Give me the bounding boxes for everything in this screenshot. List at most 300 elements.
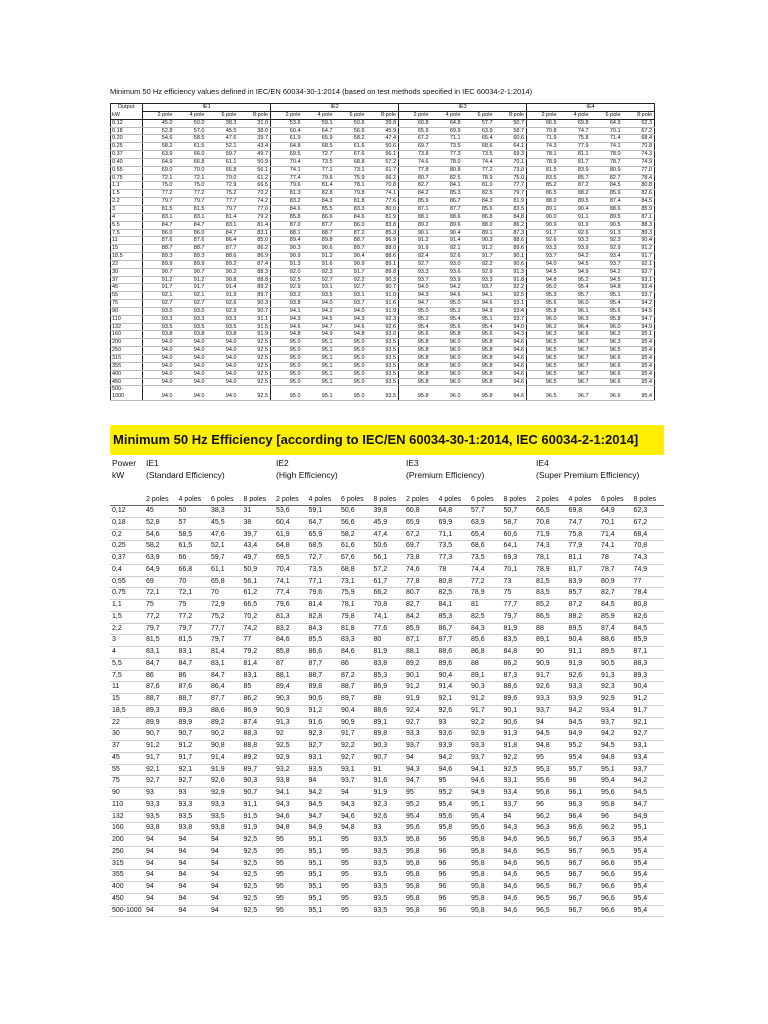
column-header: 6 pole	[591, 111, 623, 119]
efficiency-cell: 89,2	[209, 717, 242, 729]
efficiency-cell: 70,8	[372, 600, 405, 612]
efficiency-cell: 91.2	[623, 245, 655, 253]
column-header: 6 poles	[471, 496, 494, 503]
efficiency-cell: 94,2	[632, 776, 665, 788]
efficiency-cell: 92.3	[367, 315, 399, 323]
efficiency-cell: 88,6	[209, 705, 242, 717]
efficiency-cell: 93,4	[599, 705, 632, 717]
table-row	[111, 127, 655, 135]
efficiency-cell: 91,7	[469, 705, 502, 717]
efficiency-cell: 88.6	[207, 253, 239, 261]
efficiency-cell: 38.0	[239, 127, 271, 135]
efficiency-cell: 95.1	[591, 292, 623, 300]
efficiency-cell: 50	[177, 506, 210, 518]
table1-row-header: Output	[117, 104, 135, 111]
efficiency-cell: 93,1	[502, 776, 535, 788]
power-cell: 315	[111, 355, 143, 363]
efficiency-cell: 70.8	[623, 143, 655, 151]
efficiency-cell: 79,2	[242, 647, 275, 659]
efficiency-cell: 83,3	[339, 635, 372, 647]
efficiency-cell: 94.6	[431, 292, 463, 300]
efficiency-cell: 90,4	[567, 635, 600, 647]
efficiency-cell: 91,9	[404, 694, 437, 706]
column-header: 8 pole	[239, 111, 271, 119]
efficiency-cell: 75,9	[339, 588, 372, 600]
efficiency-cell: 94.0	[175, 355, 207, 363]
efficiency-cell: 92.5	[239, 347, 271, 355]
power-cell: 0,2	[110, 529, 144, 541]
efficiency-cell: 61.2	[239, 174, 271, 182]
efficiency-cell: 67,2	[632, 517, 665, 529]
efficiency-cell: 94,2	[567, 705, 600, 717]
efficiency-cell: 92.7	[143, 300, 175, 308]
efficiency-cell: 86,6	[307, 647, 340, 659]
efficiency-cell: 56.1	[367, 151, 399, 159]
efficiency-cell: 69,5	[274, 553, 307, 565]
efficiency-cell: 92.0	[271, 268, 303, 276]
efficiency-cell: 95,2	[437, 788, 470, 800]
table2-sub-blank	[110, 481, 144, 506]
column-header: 4 poles	[568, 496, 592, 503]
efficiency-cell: 88.3	[623, 221, 655, 229]
efficiency-cell: 94	[177, 858, 210, 870]
efficiency-cell: 93,5	[177, 811, 210, 823]
efficiency-cell: 94,3	[502, 823, 535, 835]
table-row	[111, 213, 655, 221]
table2-group-ie4: IE4	[536, 458, 549, 468]
efficiency-cell: 81.9	[495, 198, 527, 206]
efficiency-cell: 47,4	[372, 529, 405, 541]
efficiency-cell: 65,9	[307, 529, 340, 541]
efficiency-cell: 91,2	[177, 741, 210, 753]
efficiency-cell: 91,6	[307, 717, 340, 729]
efficiency-cell: 75.0	[175, 182, 207, 190]
efficiency-cell: 74,3	[534, 541, 567, 553]
efficiency-cell: 81,1	[567, 553, 600, 565]
efficiency-cell: 94.8	[335, 331, 367, 339]
efficiency-cell: 93.8	[175, 331, 207, 339]
efficiency-cell: 83,1	[144, 647, 177, 659]
efficiency-cell: 96.0	[527, 315, 559, 323]
efficiency-cell: 74.6	[399, 158, 431, 166]
efficiency-cell: 83.1	[239, 229, 271, 237]
efficiency-cell: 90,7	[242, 788, 275, 800]
efficiency-cell: 90,3	[274, 694, 307, 706]
efficiency-cell: 84.1	[431, 182, 463, 190]
efficiency-cell: 91.7	[623, 253, 655, 261]
efficiency-cell: 87.1	[623, 213, 655, 221]
efficiency-cell: 87,7	[209, 694, 242, 706]
efficiency-cell: 94.2	[623, 300, 655, 308]
efficiency-cell: 92,5	[274, 741, 307, 753]
power-cell: 5.5	[111, 221, 143, 229]
efficiency-cell: 94,7	[632, 799, 665, 811]
efficiency-cell: 93.8	[207, 331, 239, 339]
efficiency-cell: 95.4	[623, 347, 655, 355]
column-header: 6 poles	[211, 496, 234, 503]
efficiency-cell: 92,1	[144, 764, 177, 776]
table2-group-ie2-desc: (High Efficiency)	[276, 470, 338, 480]
efficiency-cell: 73,5	[307, 564, 340, 576]
efficiency-cell: 95,6	[534, 776, 567, 788]
efficiency-cell: 94,9	[632, 811, 665, 823]
efficiency-cell: 93,5	[372, 905, 405, 917]
efficiency-cell: 91.4	[207, 284, 239, 292]
efficiency-cell: 93,7	[632, 764, 665, 776]
efficiency-cell: 57	[177, 517, 210, 529]
power-cell: 200	[110, 835, 144, 847]
efficiency-cell: 96,7	[567, 846, 600, 858]
efficiency-cell: 82,5	[437, 588, 470, 600]
efficiency-cell: 95.8	[399, 355, 431, 363]
efficiency-cell: 74.1	[271, 166, 303, 174]
efficiency-cell: 82.7	[591, 174, 623, 182]
efficiency-cell: 81,3	[274, 611, 307, 623]
efficiency-cell: 82,8	[307, 611, 340, 623]
efficiency-cell: 95.3	[527, 292, 559, 300]
efficiency-cell: 71,4	[599, 529, 632, 541]
efficiency-cell: 50.6	[335, 119, 367, 127]
efficiency-cell: 94.6	[495, 386, 527, 401]
column-header: 4 poles	[308, 496, 332, 503]
efficiency-cell: 93,6	[437, 729, 470, 741]
efficiency-cell: 95,8	[469, 905, 502, 917]
efficiency-cell: 91,6	[372, 776, 405, 788]
efficiency-cell: 85,9	[632, 635, 665, 647]
efficiency-cell: 89,2	[242, 752, 275, 764]
efficiency-cell: 95	[339, 870, 372, 882]
efficiency-cell: 70.0	[175, 166, 207, 174]
efficiency-cell: 95,1	[599, 764, 632, 776]
table-row	[111, 339, 655, 347]
efficiency-cell: 93.9	[559, 245, 591, 253]
efficiency-cell: 91,4	[209, 752, 242, 764]
table-row	[110, 905, 664, 917]
efficiency-cell: 94.0	[143, 347, 175, 355]
efficiency-cell: 95,4	[632, 835, 665, 847]
efficiency-cell: 69.7	[399, 143, 431, 151]
efficiency-cell: 93.3	[463, 276, 495, 284]
efficiency-cell: 84,8	[502, 647, 535, 659]
efficiency-cell: 93,3	[144, 799, 177, 811]
efficiency-cell: 94.0	[399, 284, 431, 292]
efficiency-cell: 79,6	[274, 600, 307, 612]
efficiency-cell: 91.9	[239, 331, 271, 339]
efficiency-cell: 92.5	[271, 276, 303, 284]
efficiency-cell: 38,3	[209, 506, 242, 518]
efficiency-cell: 49,7	[242, 553, 275, 565]
efficiency-cell: 85,8	[274, 647, 307, 659]
efficiency-cell: 78,1	[534, 553, 567, 565]
efficiency-cell: 92,1	[177, 764, 210, 776]
efficiency-cell: 96.0	[431, 355, 463, 363]
efficiency-cell: 94,6	[339, 811, 372, 823]
power-cell: 160	[111, 331, 143, 339]
efficiency-cell: 86,5	[534, 611, 567, 623]
efficiency-cell: 94.0	[143, 362, 175, 370]
efficiency-cell: 86.9	[239, 253, 271, 261]
efficiency-cell: 53.6	[271, 119, 303, 127]
efficiency-cell: 78,1	[339, 600, 372, 612]
efficiency-cell: 78,9	[534, 564, 567, 576]
power-cell: 18,5	[110, 705, 144, 717]
efficiency-cell: 31.0	[239, 119, 271, 127]
efficiency-cell: 93	[437, 717, 470, 729]
efficiency-cell: 93,9	[567, 694, 600, 706]
efficiency-cell: 96,5	[534, 858, 567, 870]
power-cell: 355	[111, 362, 143, 370]
efficiency-cell: 85.5	[303, 205, 335, 213]
efficiency-cell: 88.0	[367, 245, 399, 253]
efficiency-cell: 93.3	[207, 315, 239, 323]
efficiency-cell: 56,6	[339, 517, 372, 529]
efficiency-cell: 93.5	[367, 339, 399, 347]
efficiency-cell: 96,2	[534, 811, 567, 823]
efficiency-cell: 94.0	[143, 339, 175, 347]
efficiency-cell: 90,4	[437, 670, 470, 682]
efficiency-cell: 72.9	[207, 182, 239, 190]
efficiency-cell: 88	[469, 658, 502, 670]
efficiency-cell: 96,7	[567, 905, 600, 917]
efficiency-cell: 73.5	[431, 143, 463, 151]
power-cell: 18.5	[111, 253, 143, 261]
efficiency-cell: 93	[372, 823, 405, 835]
efficiency-cell: 70.0	[207, 174, 239, 182]
efficiency-cell: 88,6	[437, 647, 470, 659]
power-cell: 450	[111, 378, 143, 386]
efficiency-cell: 50,9	[242, 564, 275, 576]
efficiency-cell: 58,2	[339, 529, 372, 541]
efficiency-cell: 88,6	[502, 682, 535, 694]
efficiency-cell: 94.6	[495, 347, 527, 355]
efficiency-cell: 94,6	[274, 811, 307, 823]
efficiency-cell: 95,8	[469, 835, 502, 847]
efficiency-cell: 87,7	[437, 635, 470, 647]
efficiency-cell: 93.7	[335, 300, 367, 308]
efficiency-cell: 83.5	[527, 174, 559, 182]
efficiency-cell: 84.6	[335, 213, 367, 221]
efficiency-cell: 93,5	[209, 811, 242, 823]
efficiency-cell: 88,6	[599, 635, 632, 647]
efficiency-cell: 74,1	[599, 541, 632, 553]
efficiency-cell: 96.0	[431, 339, 463, 347]
efficiency-cell: 91,5	[242, 811, 275, 823]
column-header: 2 pole	[271, 111, 303, 119]
efficiency-cell: 95,1	[307, 846, 340, 858]
efficiency-cell: 86	[144, 670, 177, 682]
efficiency-cell: 45,5	[209, 517, 242, 529]
table-row	[111, 237, 655, 245]
efficiency-cell: 84.2	[399, 190, 431, 198]
efficiency-cell: 91.8	[495, 276, 527, 284]
efficiency-cell: 68.8	[335, 158, 367, 166]
efficiency-cell: 85,9	[404, 623, 437, 635]
efficiency-cell: 94,7	[307, 811, 340, 823]
efficiency-cell: 90.4	[623, 237, 655, 245]
efficiency-cell: 43,4	[242, 541, 275, 553]
efficiency-cell: 95.0	[527, 284, 559, 292]
table-row	[110, 764, 664, 776]
efficiency-cell: 77,7	[502, 600, 535, 612]
efficiency-cell: 96,6	[599, 858, 632, 870]
efficiency-cell: 95.0	[431, 300, 463, 308]
efficiency-cell: 81,5	[534, 576, 567, 588]
efficiency-cell: 65.9	[303, 135, 335, 143]
efficiency-cell: 74.1	[591, 143, 623, 151]
efficiency-cell: 85,7	[567, 588, 600, 600]
efficiency-cell: 94,9	[307, 823, 340, 835]
efficiency-cell: 94,6	[502, 846, 535, 858]
efficiency-cell: 94,8	[599, 752, 632, 764]
efficiency-cell: 95.0	[271, 378, 303, 386]
efficiency-cell: 89,9	[144, 717, 177, 729]
efficiency-cell: 89.6	[495, 245, 527, 253]
efficiency-cell: 71.4	[591, 135, 623, 143]
efficiency-cell: 94.3	[335, 315, 367, 323]
efficiency-cell: 91,2	[632, 694, 665, 706]
column-header: 6 poles	[341, 496, 364, 503]
efficiency-cell: 96,6	[599, 905, 632, 917]
efficiency-cell: 95.1	[303, 362, 335, 370]
efficiency-cell: 89.2	[239, 284, 271, 292]
efficiency-cell: 95	[274, 893, 307, 905]
efficiency-cell: 93.5	[367, 386, 399, 401]
efficiency-cell: 89.1	[527, 205, 559, 213]
efficiency-cell: 92,6	[534, 682, 567, 694]
efficiency-cell: 73.8	[399, 151, 431, 159]
power-cell: 110	[111, 315, 143, 323]
efficiency-cell: 91,9	[209, 764, 242, 776]
efficiency-cell: 94,3	[339, 799, 372, 811]
efficiency-cell: 69,3	[502, 553, 535, 565]
efficiency-cell: 94	[534, 717, 567, 729]
efficiency-cell: 95.0	[271, 362, 303, 370]
efficiency-cell: 94.0	[207, 370, 239, 378]
efficiency-cell: 94.0	[527, 260, 559, 268]
efficiency-cell: 87.0	[271, 221, 303, 229]
efficiency-cell: 95,2	[567, 741, 600, 753]
efficiency-cell: 93.0	[367, 331, 399, 339]
efficiency-cell: 92,7	[177, 776, 210, 788]
table-row	[110, 705, 664, 717]
power-cell: 90	[111, 307, 143, 315]
column-header: 2 poles	[536, 496, 559, 503]
efficiency-cell: 95.6	[591, 307, 623, 315]
efficiency-cell: 92	[274, 729, 307, 741]
efficiency-cell: 93,3	[534, 694, 567, 706]
efficiency-cell: 68,4	[632, 529, 665, 541]
efficiency-cell: 91.7	[143, 284, 175, 292]
efficiency-cell: 96	[437, 835, 470, 847]
efficiency-cell: 84,5	[632, 623, 665, 635]
efficiency-cell: 95.4	[623, 370, 655, 378]
table1-title: Minimum 50 Hz efficiency values defined in IEC/EN 60034-30-1:2014 (based on test methods specified in IEC 60034-2-1:2014)	[110, 87, 533, 96]
efficiency-cell: 95	[339, 835, 372, 847]
power-cell: 45	[110, 752, 144, 764]
efficiency-cell: 95.4	[623, 362, 655, 370]
efficiency-cell: 81,5	[177, 635, 210, 647]
efficiency-cell: 96,4	[567, 811, 600, 823]
efficiency-cell: 90,3	[469, 682, 502, 694]
efficiency-cell: 88.6	[495, 237, 527, 245]
efficiency-cell: 89,5	[567, 623, 600, 635]
efficiency-cell: 93.3	[399, 268, 431, 276]
efficiency-cell: 64.9	[143, 158, 175, 166]
efficiency-cell: 93.5	[175, 323, 207, 331]
efficiency-cell: 61,2	[242, 588, 275, 600]
efficiency-cell: 81,4	[307, 600, 340, 612]
efficiency-cell: 92.2	[463, 260, 495, 268]
column-header: 8 poles	[633, 496, 657, 503]
efficiency-cell: 94	[144, 905, 177, 917]
efficiency-cell: 95	[274, 846, 307, 858]
efficiency-cell: 96.6	[591, 370, 623, 378]
efficiency-cell: 95,8	[404, 905, 437, 917]
efficiency-cell: 77,6	[372, 623, 405, 635]
efficiency-cell: 96.6	[591, 355, 623, 363]
efficiency-cell: 95,2	[404, 799, 437, 811]
efficiency-cell: 95.4	[399, 323, 431, 331]
efficiency-cell: 82,7	[599, 588, 632, 600]
efficiency-cell: 69.0	[143, 166, 175, 174]
efficiency-cell: 57.7	[463, 119, 495, 127]
efficiency-cell: 91.7	[527, 229, 559, 237]
efficiency-cell: 93.1	[495, 300, 527, 308]
efficiency-cell: 64,7	[307, 517, 340, 529]
efficiency-cell: 93.0	[175, 307, 207, 315]
efficiency-cell: 84.6	[271, 205, 303, 213]
efficiency-cell: 54,6	[144, 529, 177, 541]
power-cell: 1,5	[110, 611, 144, 623]
efficiency-cell: 95.6	[463, 331, 495, 339]
efficiency-cell: 81.0	[463, 182, 495, 190]
efficiency-cell: 62,3	[632, 506, 665, 518]
efficiency-cell: 94.3	[271, 315, 303, 323]
efficiency-cell: 82.7	[399, 182, 431, 190]
efficiency-cell: 86.9	[367, 237, 399, 245]
efficiency-cell: 92.7	[399, 260, 431, 268]
efficiency-cell: 39.8	[367, 119, 399, 127]
efficiency-cell: 78,9	[469, 588, 502, 600]
efficiency-cell: 89,6	[437, 658, 470, 670]
power-cell: 250	[110, 846, 144, 858]
efficiency-cell: 61.7	[367, 166, 399, 174]
efficiency-cell: 93,7	[339, 776, 372, 788]
efficiency-cell: 85,2	[534, 600, 567, 612]
efficiency-cell: 92.5	[239, 355, 271, 363]
efficiency-cell: 72,1	[177, 588, 210, 600]
efficiency-cell: 93,3	[177, 799, 210, 811]
efficiency-cell: 86,9	[372, 682, 405, 694]
efficiency-cell: 94.5	[527, 268, 559, 276]
efficiency-cell: 95.1	[303, 355, 335, 363]
table-row	[110, 799, 664, 811]
table-row	[111, 166, 655, 174]
efficiency-cell: 95	[437, 776, 470, 788]
efficiency-cell: 58,5	[177, 529, 210, 541]
efficiency-cell: 95.1	[303, 370, 335, 378]
efficiency-cell: 90.4	[335, 253, 367, 261]
efficiency-cell: 96.0	[431, 362, 463, 370]
efficiency-cell: 95.1	[303, 378, 335, 386]
efficiency-cell: 92.9	[463, 268, 495, 276]
efficiency-cell: 58.2	[143, 143, 175, 151]
table-row	[110, 529, 664, 541]
efficiency-cell: 95.2	[559, 276, 591, 284]
efficiency-cell: 81,9	[372, 647, 405, 659]
efficiency-cell: 90,7	[177, 729, 210, 741]
efficiency-cell: 88,7	[339, 682, 372, 694]
